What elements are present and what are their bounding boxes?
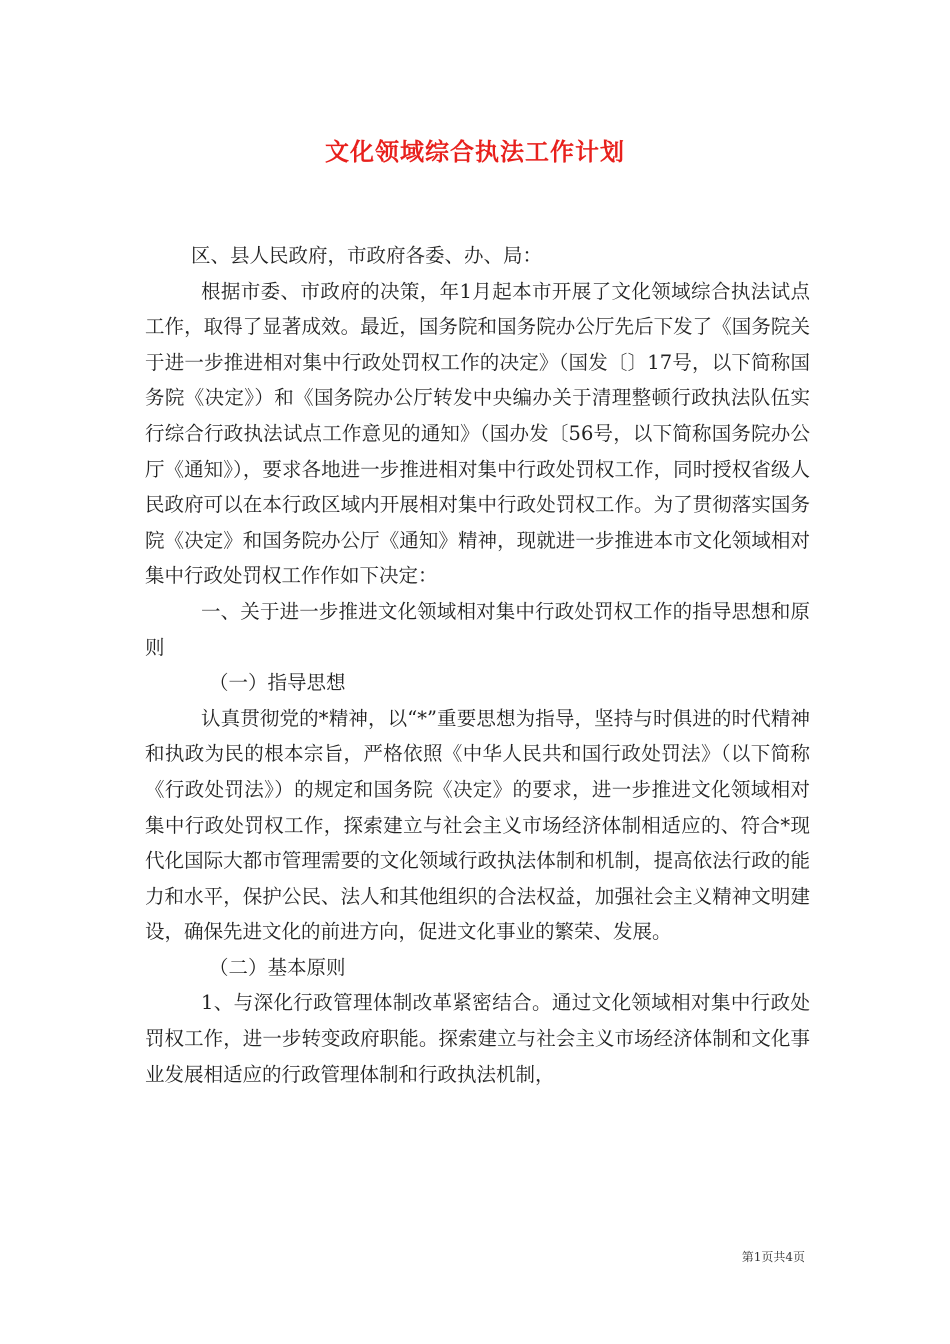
principle-1-paragraph: 1、与深化行政管理体制改革紧密结合。通过文化领域相对集中行政处罚权工作，进一步转变政府职能。探索建立与社会主义市场经济体制和文化事业发展相适应的行政管理体制和行政执法机制， xyxy=(145,991,810,1086)
document-title: 文化领域综合执法工作计划 xyxy=(325,137,625,166)
document-body xyxy=(145,238,810,1092)
intro-paragraph: 根据市委、市政府的决策，年1月起本市开展了文化领域综合执法试点工作，取得了显著成效。最近，国务院和国务院办公厅先后下发了《国务院关于进一步推进相对集中行政处罚权工作的决定》（国发〔〕17号，以下简称国务院《决定》）和《国务院办公厅转发中央编办关于清理整顿行政执法队伍实行综合行政执法试点工作意见的通知》（国办发〔56号，以下简称国务院办公厅《通知》），要求各地进一步推进相对集中行政处罚权工作，同时授权省级人民政府可以在本行政区域内开展相对集中行政处罚权工作。为了贯彻落实国务院《决定》和国务院办公厅《通知》精神，现就进一步推进本市文化领域相对集中行政处罚权工作作如下决定： xyxy=(145,279,810,588)
page-footer xyxy=(0,1248,805,1265)
page-number: 第1页共4页 xyxy=(741,1250,805,1264)
subsection-heading-basic-principles: （二）基本原则 xyxy=(209,955,346,979)
subsection-heading-guiding-thought: （一）指导思想 xyxy=(209,671,346,695)
guiding-thought-paragraph: 认真贯彻党的*精神，以“*”重要思想为指导，坚持与时俱进的时代精神和执政为民的根本宗旨，严格依照《中华人民共和国行政处罚法》（以下简称《行政处罚法》）的规定和国务院《决定》的要求，进一步推进文化领域相对集中行政处罚权工作，探索建立与社会主义市场经济体制相适应的、符合*现代化国际大都市管理需要的文化领域行政执法体制和机制，提高依法行政的能力和水平，保护公民、法人和其他组织的合法权益，加强社会主义精神文明建设，确保先进文化的前进方向，促进文化事业的繁荣、发展。 xyxy=(145,706,810,944)
section-heading-1: 一、关于进一步推进文化领域相对集中行政处罚权工作的指导思想和原则 xyxy=(145,599,810,659)
salutation: 区、县人民政府，市政府各委、办、局： xyxy=(191,244,543,267)
